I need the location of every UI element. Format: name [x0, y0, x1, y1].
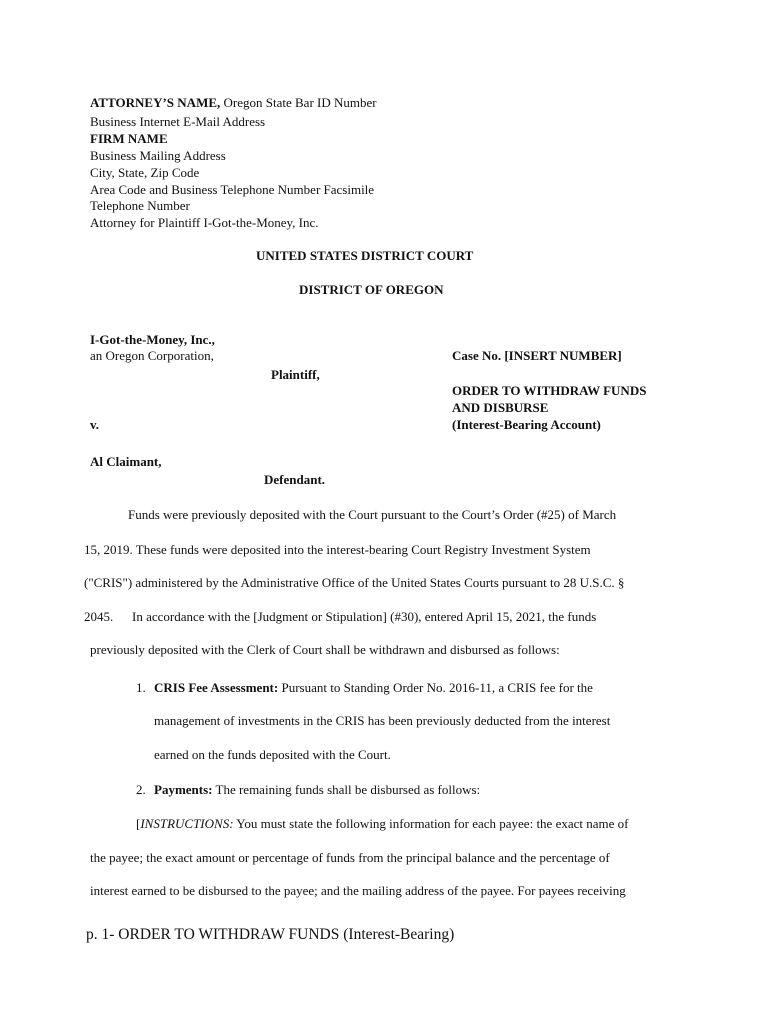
item-1-line-1: [154, 679, 593, 696]
city-state-zip: City, State, Zip Code: [90, 165, 200, 180]
item-1-number: 1.: [136, 680, 146, 695]
firm-name: FIRM NAME: [90, 131, 168, 146]
mailing-address: Business Mailing Address: [90, 148, 226, 163]
body-line-1: Funds were previously deposited with the Court pursuant to the Court’s Order (#25) of March: [128, 507, 617, 522]
defendant-name: Al Claimant,: [90, 454, 162, 469]
page-footer: p. 1- ORDER TO WITHDRAW FUNDS (Interest-Bearing): [86, 926, 455, 943]
instructions-line-1: [136, 815, 628, 832]
telephone-number: Telephone Number: [90, 198, 190, 213]
plaintiff-description: an Oregon Corporation,: [90, 348, 214, 363]
court-district: DISTRICT OF OREGON: [299, 282, 444, 297]
plaintiff-label: Plaintiff,: [271, 367, 320, 382]
phone-fax: Area Code and Business Telephone Number Facsimile: [90, 182, 375, 197]
item-2-text: The remaining funds shall be disbursed as follows:: [212, 782, 481, 797]
court-name: UNITED STATES DISTRICT COURT: [256, 248, 474, 263]
order-title-line3: (Interest-Bearing Account): [452, 417, 601, 432]
attorney-name: ATTORNEY’S NAME,: [90, 95, 221, 110]
item-1-line-3: earned on the funds deposited with the Court.: [154, 747, 391, 762]
attorney-for: Attorney for Plaintiff I-Got-the-Money, Inc.: [90, 215, 319, 230]
instructions-line-3: interest earned to be disbursed to the payee; and the mailing address of the payee. For payees receiving: [90, 883, 626, 898]
body-line-5: previously deposited with the Clerk of Court shall be withdrawn and disbursed as follows:: [90, 642, 560, 657]
bar-id: Oregon State Bar ID Number: [220, 95, 377, 110]
order-title-line1: ORDER TO WITHDRAW FUNDS: [452, 383, 647, 398]
body-line-3: ("CRIS") administered by the Administrative Office of the United States Courts pursuant to 28 U.S.C. §: [84, 575, 625, 590]
item-2-heading: Payments:: [154, 782, 213, 797]
plaintiff-name: I-Got-the-Money, Inc.,: [90, 332, 215, 347]
item-2-number: 2.: [136, 782, 146, 797]
body-line-4b: In accordance with the [Judgment or Stipulation] (#30), entered April 15, 2021, the funds: [132, 609, 597, 624]
item-1-heading: CRIS Fee Assessment:: [154, 680, 279, 695]
item-1-text: Pursuant to Standing Order No. 2016-11, a CRIS fee for the: [278, 680, 593, 695]
order-title-line2: AND DISBURSE: [452, 400, 549, 415]
attorney-email: Business Internet E-Mail Address: [90, 114, 266, 129]
item-1-line-2: management of investments in the CRIS has been previously deducted from the interest: [154, 713, 611, 728]
instructions-line-2: the payee; the exact amount or percentage of funds from the principal balance and the percentage of: [90, 850, 610, 865]
defendant-label: Defendant.: [264, 472, 326, 487]
body-line-4a: 2045.: [84, 609, 114, 624]
instructions-label: INSTRUCTIONS:: [140, 816, 234, 831]
item-2-line-1: [154, 781, 480, 798]
instructions-text: You must state the following information for each payee: the exact name of: [233, 816, 629, 831]
versus: v.: [90, 417, 100, 432]
attorney-name-line: [90, 94, 377, 111]
case-number: Case No. [INSERT NUMBER]: [452, 348, 622, 363]
body-line-2: 15, 2019. These funds were deposited into the interest-bearing Court Registry Investment System: [84, 542, 591, 557]
instructions-bracket: [: [136, 816, 141, 831]
